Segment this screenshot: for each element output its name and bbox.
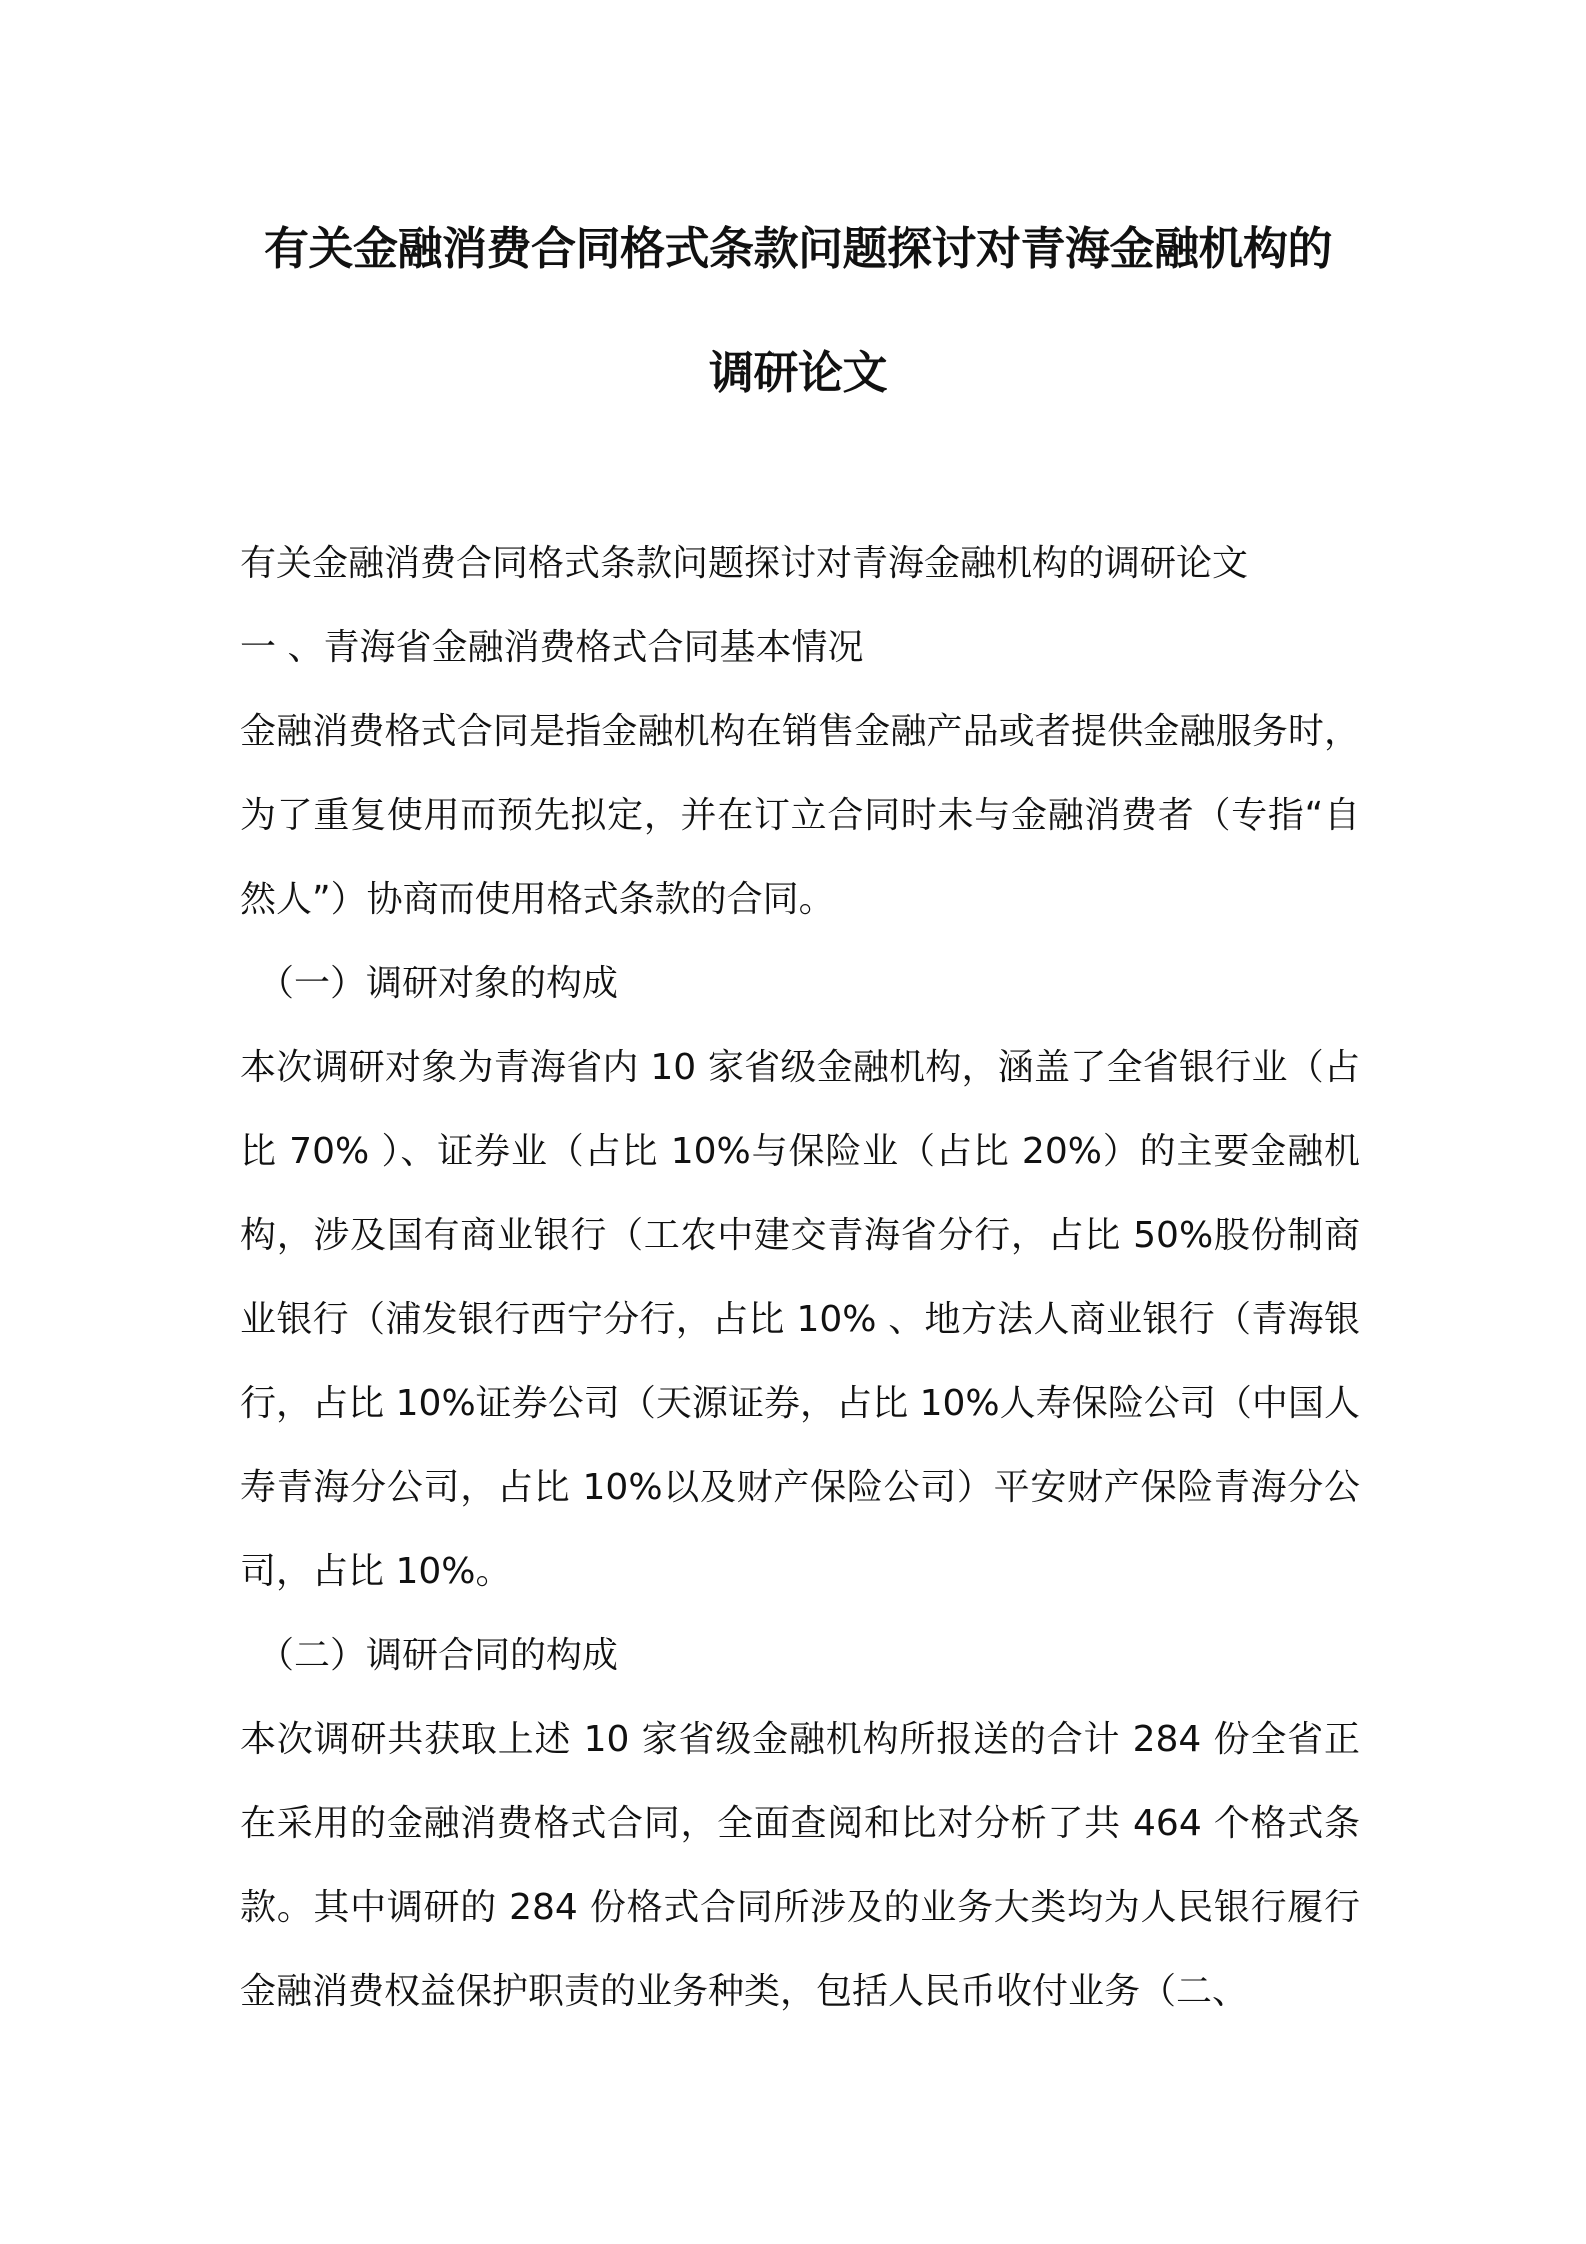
subsection-2-heading: （二）调研合同的构成: [258, 1635, 619, 1676]
intro-line: 有关金融消费合同格式条款问题探讨对青海金融机构的调研论文: [240, 543, 1249, 584]
document-title-line-2: 调研论文: [708, 346, 887, 399]
section-1-heading: 一 、青海省金融消费格式合同基本情况: [240, 627, 864, 668]
paragraph-1: 金融消费格式合同是指金融机构在销售金融产品或者提供金融服务时，为了重复使用而预先拟定，并在订立合同时未与金融消费者（专指“自然人”）协商而使用格式条款的合同。: [240, 711, 1360, 920]
document-title-line-1: 有关金融消费合同格式条款问题探讨对青海金融机构的: [263, 222, 1332, 275]
document-body: [240, 522, 1360, 2034]
paragraph-3: 本次调研共获取上述 10 家省级金融机构所报送的合计 284 份全省正在采用的金融消费格式合同，全面查阅和比对分析了共 464 个格式条款。其中调研的 284 份格式合同所涉及的业务大类均为人民银行履行金融消费权益保护职责的业务种类，包括人民币收付业务（二、: [240, 1719, 1360, 2012]
paragraph-2: 本次调研对象为青海省内 10 家省级金融机构，涵盖了全省银行业（占比 70% ）、证券业（占比 10%与保险业（占比 20%）的主要金融机构，涉及国有商业银行（工农中建交青海省分行，占比 50%股份制商业银行（浦发银行西宁分行，占比 10% 、地方法人商业银行（青海银行，占比 10%证券公司（天源证券，占比 10%人寿保险公司（中国人寿青海分公司，占比 10%以及财产保险公司）平安财产保险青海分公司，占比 10%。: [240, 1047, 1360, 1592]
subsection-1-heading: （一）调研对象的构成: [258, 963, 619, 1004]
